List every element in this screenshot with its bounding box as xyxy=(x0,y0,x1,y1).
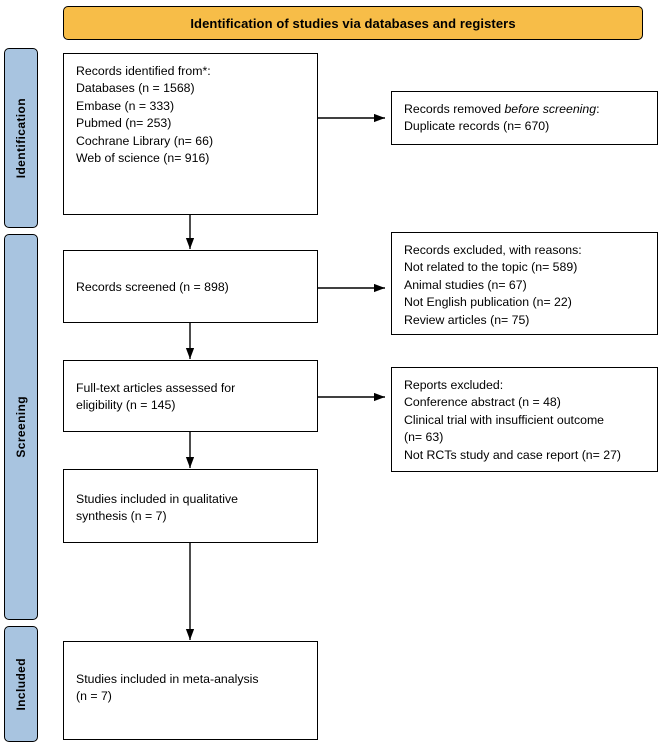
phase-label-identification-text: Identification xyxy=(14,97,28,179)
box-reports-excluded-line-1: Reports excluded: xyxy=(404,378,504,392)
box-records-identified-line-2: Databases (n = 1568) xyxy=(76,81,195,96)
box-records-screened-line-1: Records screened (n = 898) xyxy=(76,280,229,294)
box-reports-excluded xyxy=(391,367,658,472)
box-records-identified-line-6: Web of science (n= 916) xyxy=(76,151,210,166)
box-qualitative-synthesis-line-2: synthesis (n = 7) xyxy=(76,509,167,524)
box-reports-excluded-line-2: Conference abstract (n = 48) xyxy=(404,395,561,410)
box-records-removed xyxy=(391,91,658,145)
box-records-identified xyxy=(63,53,318,215)
phase-label-included xyxy=(4,626,38,742)
box-meta-analysis xyxy=(63,641,318,740)
box-fulltext-assessed-line-1: Full-text articles assessed for xyxy=(76,381,236,395)
box-records-screened xyxy=(63,250,318,323)
box-records-excluded-line-4: Not English publication (n= 22) xyxy=(404,295,572,310)
box-qualitative-synthesis-line-1: Studies included in qualitative xyxy=(76,492,239,506)
box-meta-analysis-line-2: (n = 7) xyxy=(76,689,112,704)
box-records-excluded-line-5: Review articles (n= 75) xyxy=(404,312,530,327)
box-records-identified-line-5: Cochrane Library (n= 66) xyxy=(76,133,214,148)
phase-label-included-text: Included xyxy=(14,657,28,711)
diagram-title-banner xyxy=(63,6,643,40)
box-records-removed-prefix: Records removed xyxy=(404,102,505,116)
box-reports-excluded-line-4: (n= 63) xyxy=(404,430,444,445)
box-records-removed-line-2: Duplicate records (n= 670) xyxy=(404,119,550,134)
phase-label-screening xyxy=(4,234,38,620)
box-records-identified-line-4: Pubmed (n= 253) xyxy=(76,116,172,131)
box-meta-analysis-line-1: Studies included in meta-analysis xyxy=(76,672,259,686)
diagram-title: Identification of studies via databases and registers xyxy=(190,15,516,31)
box-records-removed-italic: before screening xyxy=(504,102,597,116)
box-records-removed-line-1 xyxy=(404,101,647,118)
box-reports-excluded-line-3: Clinical trial with insufficient outcome xyxy=(404,412,605,427)
box-records-excluded xyxy=(391,232,658,335)
box-fulltext-assessed-line-2: eligibility (n = 145) xyxy=(76,398,176,413)
box-records-identified-line-1: Records identified from*: xyxy=(76,64,211,78)
box-records-excluded-line-3: Animal studies (n= 67) xyxy=(404,277,527,292)
phase-label-identification xyxy=(4,48,38,228)
box-records-removed-suffix: : xyxy=(596,102,600,116)
phase-label-screening-text: Screening xyxy=(14,396,28,458)
box-fulltext-assessed xyxy=(63,360,318,432)
box-records-excluded-line-2: Not related to the topic (n= 589) xyxy=(404,260,578,275)
box-qualitative-synthesis xyxy=(63,469,318,543)
box-records-identified-line-3: Embase (n = 333) xyxy=(76,98,175,113)
box-reports-excluded-line-5: Not RCTs study and case report (n= 27) xyxy=(404,447,622,462)
box-records-excluded-line-1: Records excluded, with reasons: xyxy=(404,243,582,257)
